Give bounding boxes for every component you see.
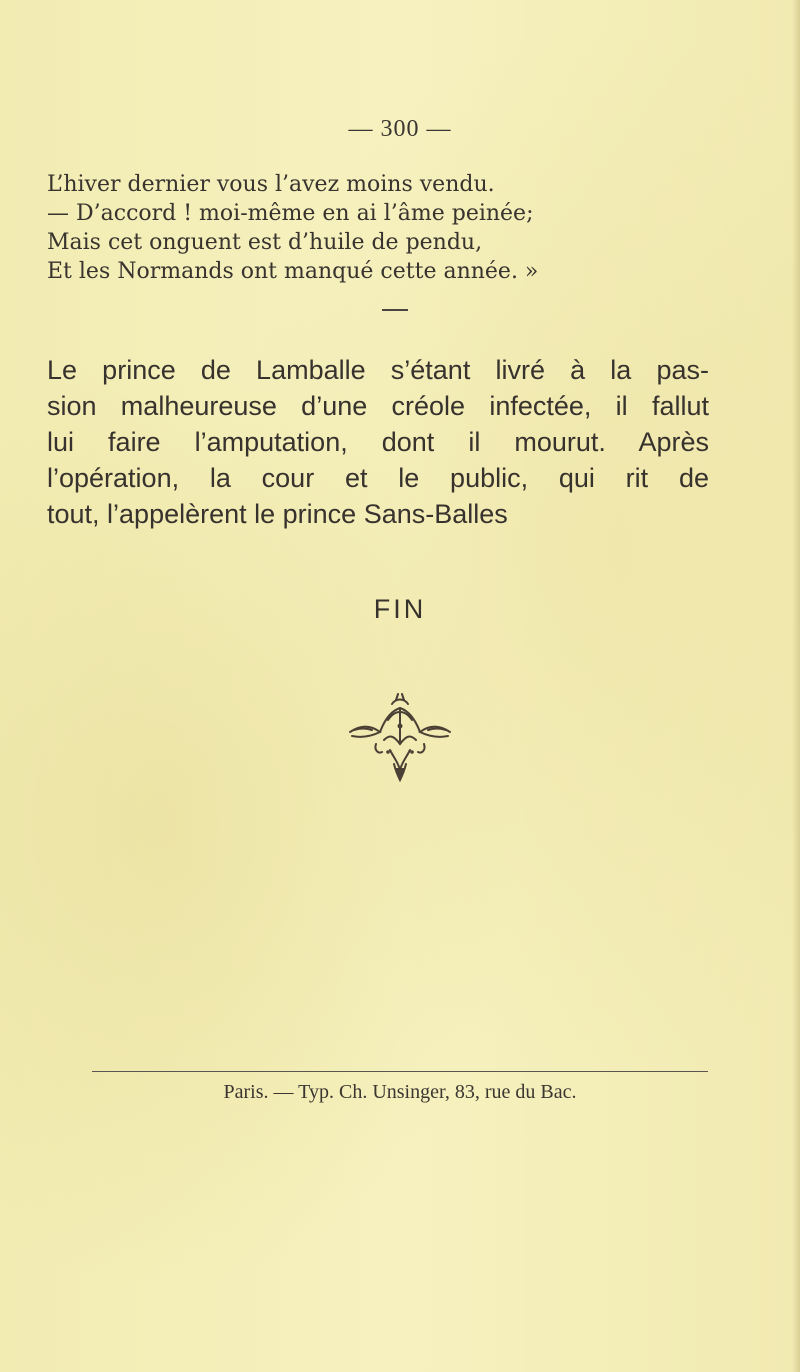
prose-paragraph — [47, 352, 709, 532]
verse-block — [47, 170, 747, 286]
footer-rule — [92, 1071, 708, 1072]
verse-line: Et les Normands ont manqué cette année. » — [47, 259, 539, 284]
prose-line: lui faire l’amputation, dont il mourut. Après — [47, 427, 709, 457]
verse-line: Mais cet onguent est d’huile de pendu, — [47, 230, 483, 255]
prose-line: Le prince de Lamballe s’étant livré à la pas- — [47, 355, 709, 385]
floral-vignette-icon — [340, 680, 460, 790]
verse-line: L’hiver dernier vous l’avez moins vendu. — [47, 172, 495, 197]
page-edge-shadow — [792, 0, 800, 1372]
printer-imprint: Paris. — Typ. Ch. Unsinger, 83, rue du Bac. — [223, 1081, 577, 1103]
section-divider — [382, 309, 408, 311]
prose-line: tout, l’appelèrent le prince Sans-Balles — [47, 499, 508, 529]
fin-heading: FIN — [373, 594, 427, 624]
verse-line: — D’accord ! moi-même en ai l’âme peinée; — [47, 201, 534, 226]
prose-line: sion malheureuse d’une créole infectée, il fallut — [47, 391, 709, 421]
prose-line: l’opération, la cour et le public, qui rit de — [47, 463, 709, 493]
page-number: — 300 — — [348, 116, 452, 142]
